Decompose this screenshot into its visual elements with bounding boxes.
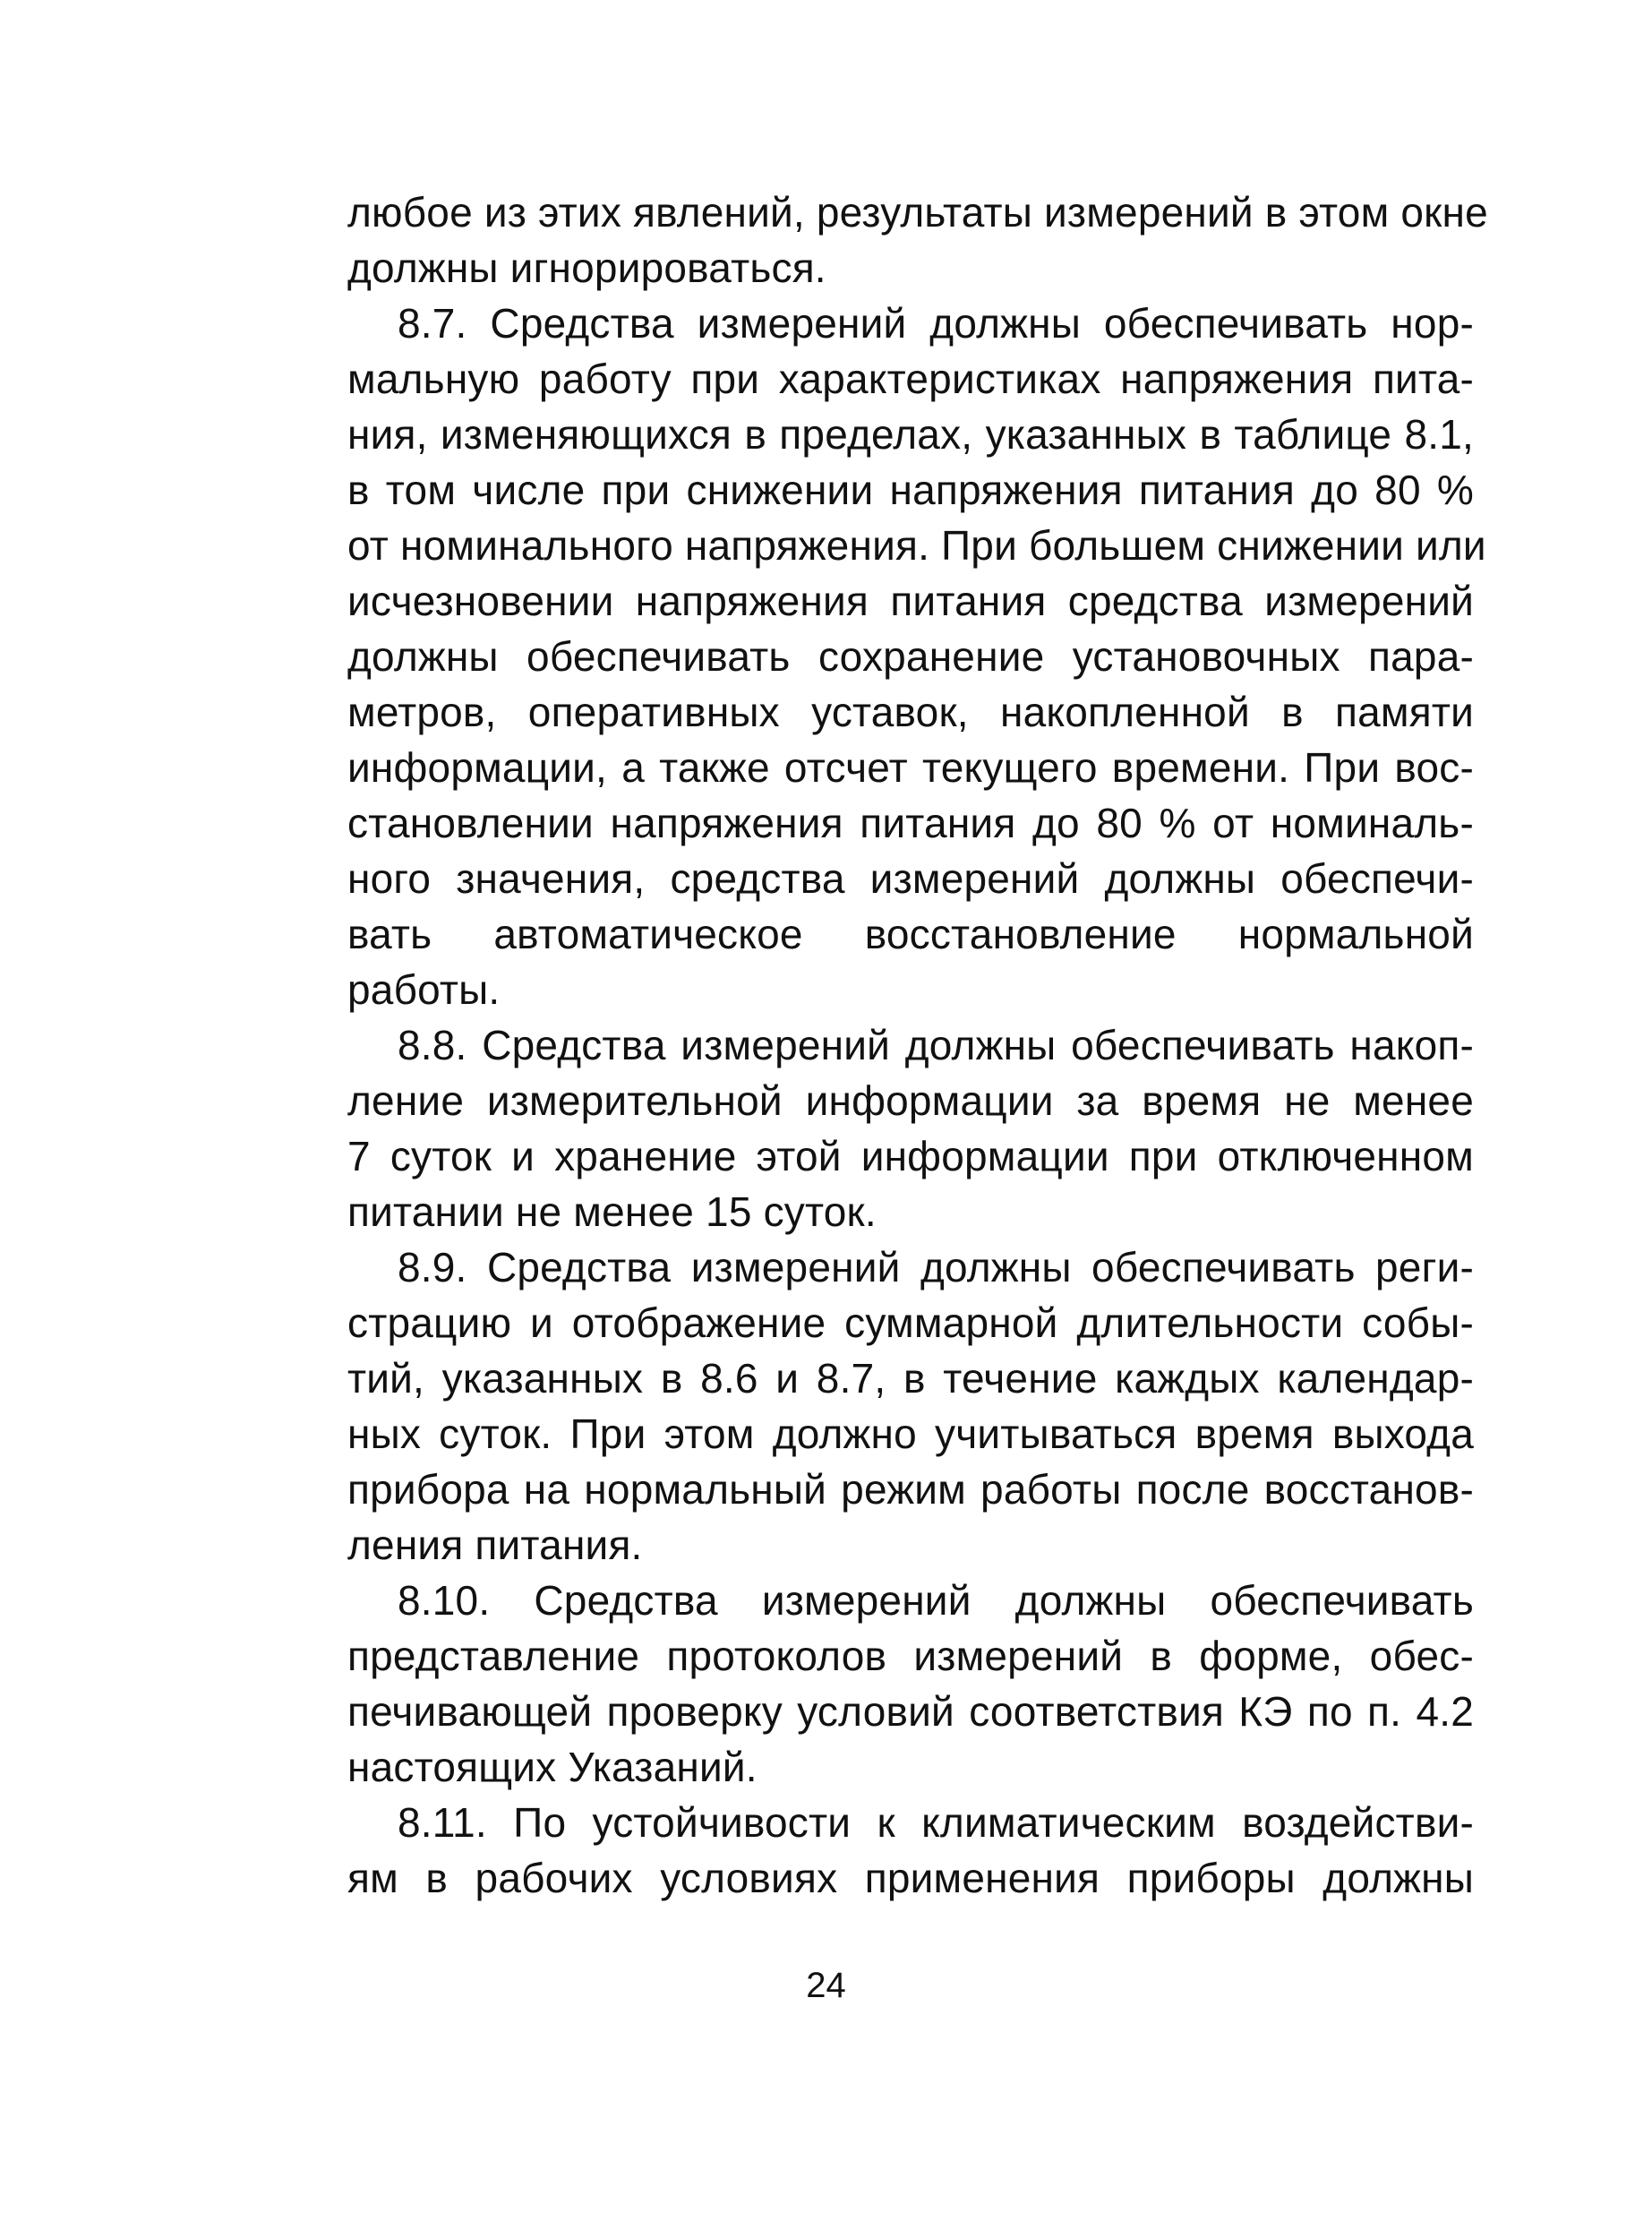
paragraph-8-10 bbox=[347, 1573, 1474, 1795]
text-line: настоящих Указаний. bbox=[347, 1744, 758, 1790]
text-line: мальную работу при характеристиках напряжения пита- bbox=[347, 356, 1474, 402]
paragraph-8-9 bbox=[347, 1239, 1474, 1573]
text-line: становлении напряжения питания до 80 % от номиналь- bbox=[347, 800, 1474, 846]
text-line: 8.11. По устойчивости к климатическим воздействи- bbox=[398, 1799, 1474, 1846]
text-line: должны игнорироваться. bbox=[347, 244, 826, 291]
text-line: любое из этих явлений, результаты измерений в этом окне bbox=[347, 189, 1488, 236]
text-line: печивающей проверку условий соответствия КЭ по п. 4.2 bbox=[347, 1688, 1474, 1735]
text-line: представление протоколов измерений в форме, обес- bbox=[347, 1633, 1474, 1679]
text-line: 8.8. Средства измерений должны обеспечивать накоп- bbox=[398, 1022, 1474, 1068]
text-line: метров, оперативных уставок, накопленной в памяти bbox=[347, 689, 1474, 735]
text-line: 8.10. Средства измерений должны обеспечивать bbox=[398, 1577, 1474, 1624]
text-line: ление измерительной информации за время не менее bbox=[347, 1077, 1474, 1124]
text-line: прибора на нормальный режим работы после восстанов- bbox=[347, 1466, 1474, 1513]
text-line: страцию и отображение суммарной длительности собы- bbox=[347, 1299, 1474, 1346]
page-number: 24 bbox=[806, 1966, 846, 2005]
text-line: ных суток. При этом должно учитываться время выхода bbox=[347, 1411, 1474, 1457]
text-line: ления питания. bbox=[347, 1522, 643, 1568]
paragraph-8-11 bbox=[347, 1795, 1474, 1906]
text-line: работы. bbox=[347, 966, 501, 1013]
page-body bbox=[347, 184, 1488, 1906]
text-line: питании не менее 15 суток. bbox=[347, 1188, 877, 1235]
text-line: ния, изменяющихся в пределах, указанных в таблице 8.1, bbox=[347, 411, 1474, 458]
text-line: в том числе при снижении напряжения питания до 80 % bbox=[347, 467, 1474, 513]
text-line: вать автоматическое восстановление нормальной bbox=[347, 911, 1474, 957]
text-line: 8.7. Средства измерений должны обеспечивать нор- bbox=[398, 300, 1474, 347]
text-line: должны обеспечивать сохранение установочных пара- bbox=[347, 633, 1474, 680]
paragraph-8-7 bbox=[347, 296, 1486, 1017]
text-line: тий, указанных в 8.6 и 8.7, в течение каждых календар- bbox=[347, 1355, 1474, 1402]
text-line: информации, а также отсчет текущего времени. При вос- bbox=[347, 744, 1474, 791]
text-line: 7 суток и хранение этой информации при отключенном bbox=[347, 1133, 1474, 1179]
text-line: от номинального напряжения. При большем снижении или bbox=[347, 522, 1486, 569]
text-line: ного значения, средства измерений должны обеспечи- bbox=[347, 855, 1474, 902]
text-line: ям в рабочих условиях применения приборы должны bbox=[347, 1855, 1474, 1901]
paragraph-8-8 bbox=[347, 1017, 1474, 1239]
text-line: исчезновении напряжения питания средства измерений bbox=[347, 578, 1474, 624]
text-line: 8.9. Средства измерений должны обеспечивать реги- bbox=[398, 1244, 1474, 1290]
paragraph-continued bbox=[347, 184, 1488, 296]
